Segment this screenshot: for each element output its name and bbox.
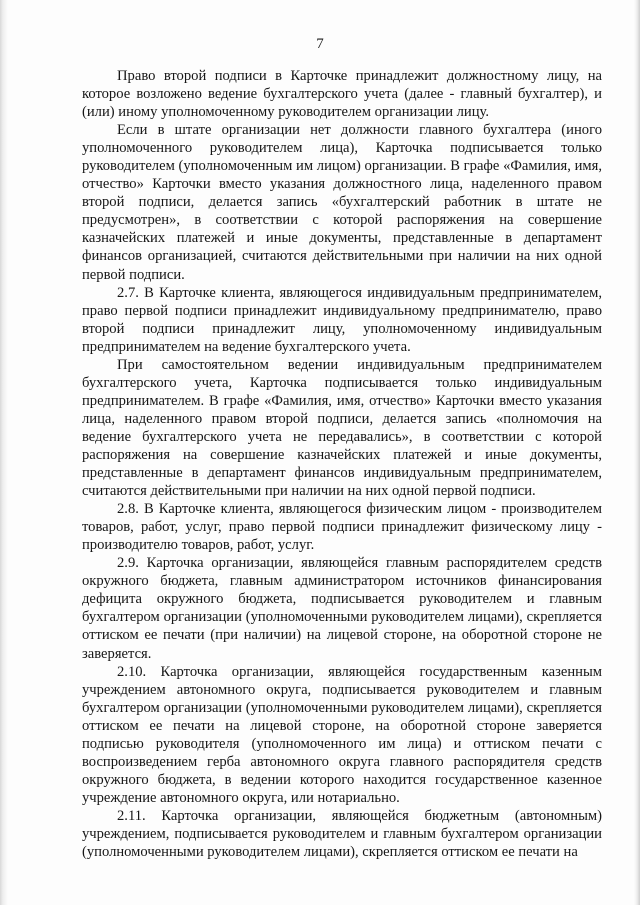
scan-edge-right — [634, 0, 640, 905]
paragraph-second-signature: Право второй подписи в Карточке принадлежит должностному лицу, на которое возложено ведение бухгалтерского учета (далее - главный бухгалтер), и (или) иному уполномоченному руководителем организации лицу. — [82, 68, 602, 121]
paragraph-2-8: 2.8. В Карточке клиента, являющегося физическим лицом - производителем товаров, работ, услуг, право первой подписи принадлежит физическому лицу - производителю товаров, работ, услуг. — [82, 501, 602, 554]
paragraph-2-11: 2.11. Карточка организации, являющейся бюджетным (автономным) учреждением, подписывается руководителем и главным бухгалтером организации (уполномоченными руководителем лицами), скрепляется оттиском ее печати на — [82, 807, 602, 861]
paragraph-self-accounting: При самостоятельном ведении индивидуальным предпринимателем бухгалтерского учета, Карточка подписывается только индивидуальным предпринимателем. В графе «Фамилия, имя, отчество» Карточки вместо указания лица, наделенного правом второй подписи, делается запись «полномочия на ведение бухгалтерского учета не передавались», в соответствии с которой распоряжения на совершение казначейских платежей и иные документы, представленные в департамент финансов индивидуальным предпринимателем, считаются действительными при наличии на них одной первой подписи. — [82, 356, 602, 500]
scan-edge-left — [0, 0, 8, 905]
paragraph-2-10: 2.10. Карточка организации, являющейся государственным казенным учреждением автономного округа, подписывается руководителем и главным бухгалтером организации (уполномоченными руководителем лицами), скрепляется оттиском ее печати на лицевой стороне, на оборотной стороне заверяется подписью руководителя (уполномоченного им лица) и оттиском печати с воспроизведением герба автономного округа главного распорядителя средств окружного бюджета, в ведении которого находится государственное казенное учреждение автономного округа, или нотариально. — [82, 663, 602, 806]
document-body — [82, 67, 602, 861]
paragraph-no-chief-accountant: Если в штате организации нет должности главного бухгалтера (иного уполномоченного руководителем лица), Карточка подписывается только руководителем (уполномоченным им лицом) организации. В графе «Фамилия, имя, отчество» Карточки вместо указания должностного лица, наделенного правом второй подписи, делается запись «бухгалтерский работник в штате не предусмотрен», в соответствии с которой распоряжения на совершение казначейских платежей и иные документы, представленные в департамент финансов организацией, считаются действительными при наличии на них одной первой подписи. — [82, 122, 602, 283]
paragraph-2-9: 2.9. Карточка организации, являющейся главным распорядителем средств окружного бюджета, главным администратором источников финансирования дефицита окружного бюджета, подписывается руководителем и главным бухгалтером организации (уполномоченными руководителем лицами), скрепляется оттиском ее печати (при наличии) на лицевой стороне, на оборотной стороне не заверяется. — [82, 555, 602, 662]
paragraph-2-7: 2.7. В Карточке клиента, являющегося индивидуальным предпринимателем, право первой подписи принадлежит индивидуальному предпринимателю, право второй подписи принадлежит лицу, уполномоченному индивидуальным предпринимателем на ведение бухгалтерского учета. — [82, 284, 602, 355]
page-number: 7 — [316, 36, 324, 52]
